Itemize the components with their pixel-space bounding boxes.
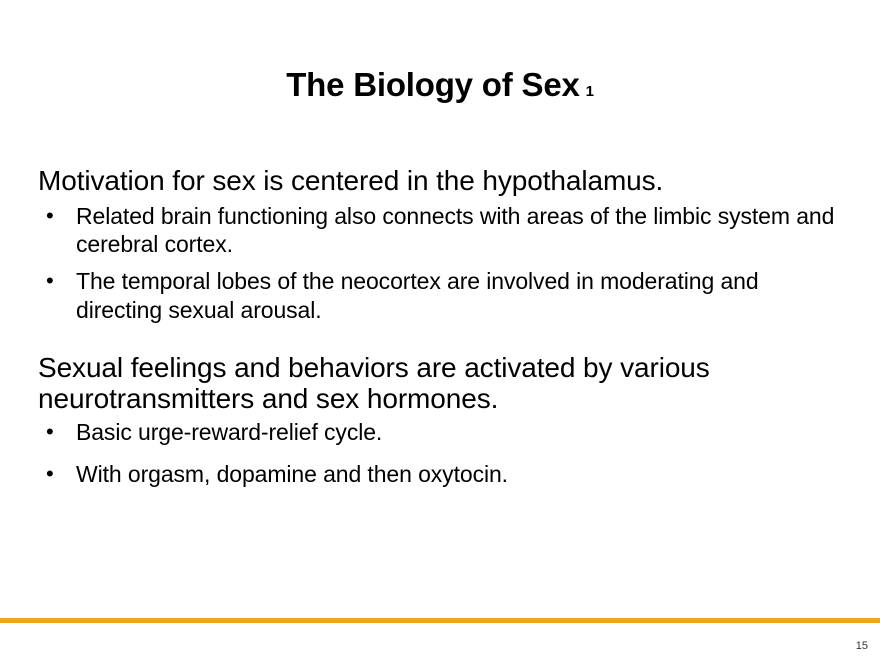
list-item-label: Related brain functioning also connects with areas of the limbic system and cerebral cortex. — [76, 203, 835, 258]
lead-statement-2: Sexual feelings and behaviors are activated by various neurotransmitters and sex hormones. — [38, 351, 710, 414]
bullet-list-2 — [38, 418, 844, 488]
bullet-dot-icon: • — [46, 203, 54, 229]
page-title-text: The Biology of Sex — [286, 66, 580, 103]
list-item-label: The temporal lobes of the neocortex are involved in moderating and directing sexual arousal. — [76, 268, 759, 323]
slide-body — [38, 165, 844, 502]
footer-divider — [0, 618, 880, 623]
page-title-superscript: 1 — [585, 83, 594, 100]
list-item — [38, 202, 844, 258]
bullet-dot-icon: • — [46, 418, 54, 444]
list-item — [38, 267, 844, 323]
page-number: 15 — [855, 640, 868, 652]
list-item-label: With orgasm, dopamine and then oxytocin. — [76, 461, 508, 488]
list-item — [38, 460, 844, 488]
list-item-label: Basic urge-reward-relief cycle. — [76, 419, 383, 446]
page-title — [0, 66, 880, 104]
bullet-dot-icon: • — [46, 460, 54, 486]
list-item — [38, 418, 844, 446]
bullet-list-1 — [38, 202, 844, 323]
lead-statement-1: Motivation for sex is centered in the hypothalamus. — [38, 165, 664, 196]
bullet-dot-icon: • — [46, 268, 54, 294]
